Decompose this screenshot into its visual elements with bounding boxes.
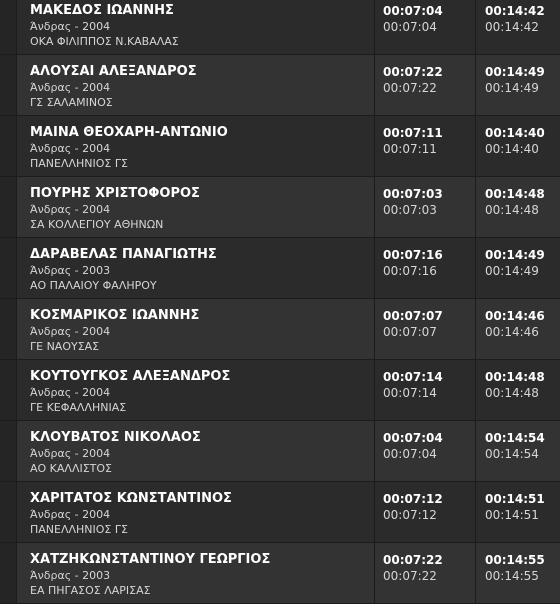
final-time-secondary: 00:14:49 (485, 81, 539, 95)
split-time-cell (375, 360, 476, 420)
final-time-secondary: 00:14:51 (485, 508, 539, 522)
final-time-primary: 00:14:42 (485, 4, 545, 18)
final-time-cell (476, 116, 560, 176)
athlete-cell (17, 55, 375, 115)
final-time-secondary: 00:14:48 (485, 203, 539, 217)
athlete-cell (17, 360, 375, 420)
split-time-primary: 00:07:22 (383, 553, 443, 567)
final-time-secondary: 00:14:46 (485, 325, 539, 339)
final-time-cell (476, 421, 560, 481)
table-row[interactable] (0, 177, 560, 238)
split-time-secondary: 00:07:07 (383, 325, 437, 339)
athlete-name[interactable]: ΧΑΤΖΗΚΩΝΣΤΑΝΤΙΝΟΥ ΓΕΩΡΓΙΟΣ (30, 552, 271, 567)
split-time-cell (375, 482, 476, 542)
athlete-name[interactable]: ΧΑΡΙΤΑΤΟΣ ΚΩΝΣΤΑΝΤΙΝΟΣ (30, 491, 232, 506)
final-time-primary: 00:14:46 (485, 309, 545, 323)
split-time-cell (375, 55, 476, 115)
athlete-name[interactable]: ΜΑΙΝΑ ΘΕΟΧΑΡΗ-ΑΝΤΩΝΙΟ (30, 125, 228, 140)
athlete-name[interactable]: ΚΛΟΥΒΑΤΟΣ ΝΙΚΟΛΑΟΣ (30, 430, 201, 445)
split-time-secondary: 00:07:11 (383, 142, 437, 156)
split-time-primary: 00:07:03 (383, 187, 443, 201)
split-time-cell (375, 177, 476, 237)
athlete-category: Άνδρας - 2004 (30, 325, 111, 338)
split-time-cell (375, 299, 476, 359)
split-time-primary: 00:07:04 (383, 431, 443, 445)
athlete-category: Άνδρας - 2004 (30, 142, 111, 155)
table-row[interactable] (0, 543, 560, 604)
split-time-cell (375, 116, 476, 176)
final-time-primary: 00:14:48 (485, 370, 545, 384)
athlete-cell (17, 0, 375, 54)
athlete-club: ΑΟ ΠΑΛΑΙΟΥ ΦΑΛΗΡΟΥ (30, 279, 157, 292)
final-time-primary: 00:14:51 (485, 492, 545, 506)
split-time-secondary: 00:07:22 (383, 569, 437, 583)
split-time-primary: 00:07:22 (383, 65, 443, 79)
athlete-category: Άνδρας - 2004 (30, 508, 111, 521)
split-time-cell (375, 0, 476, 54)
split-time-primary: 00:07:11 (383, 126, 443, 140)
athlete-name[interactable]: ΚΟΥΤΟΥΓΚΟΣ ΑΛΕΞΑΝΔΡΟΣ (30, 369, 231, 384)
athlete-category: Άνδρας - 2003 (30, 569, 111, 582)
athlete-club: ΕΑ ΠΗΓΑΣΟΣ ΛΑΡΙΣΑΣ (30, 584, 151, 597)
athlete-cell (17, 421, 375, 481)
table-row[interactable] (0, 421, 560, 482)
table-row[interactable] (0, 482, 560, 543)
athlete-category: Άνδρας - 2004 (30, 203, 111, 216)
split-time-secondary: 00:07:12 (383, 508, 437, 522)
final-time-cell (476, 177, 560, 237)
split-time-cell (375, 543, 476, 603)
athlete-name[interactable]: ΠΟΥΡΗΣ ΧΡΙΣΤΟΦΟΡΟΣ (30, 186, 200, 201)
table-row[interactable] (0, 360, 560, 421)
athlete-category: Άνδρας - 2004 (30, 447, 111, 460)
final-time-cell (476, 55, 560, 115)
athlete-cell (17, 116, 375, 176)
split-time-secondary: 00:07:22 (383, 81, 437, 95)
row-marker (0, 421, 17, 481)
athlete-cell (17, 482, 375, 542)
row-marker (0, 177, 17, 237)
table-row[interactable] (0, 238, 560, 299)
final-time-primary: 00:14:49 (485, 65, 545, 79)
split-time-secondary: 00:07:04 (383, 20, 437, 34)
final-time-primary: 00:14:55 (485, 553, 545, 567)
split-time-primary: 00:07:04 (383, 4, 443, 18)
final-time-cell (476, 482, 560, 542)
final-time-secondary: 00:14:48 (485, 386, 539, 400)
athlete-name[interactable]: ΔΑΡΑΒΕΛΑΣ ΠΑΝΑΓΙΩΤΗΣ (30, 247, 217, 262)
final-time-secondary: 00:14:49 (485, 264, 539, 278)
athlete-name[interactable]: ΚΟΣΜΑΡΙΚΟΣ ΙΩΑΝΝΗΣ (30, 308, 200, 323)
table-row[interactable] (0, 55, 560, 116)
table-row[interactable] (0, 299, 560, 360)
final-time-secondary: 00:14:40 (485, 142, 539, 156)
athlete-club: ΓΕ ΝΑΟΥΣΑΣ (30, 340, 100, 353)
final-time-cell (476, 0, 560, 54)
athlete-club: ΓΣ ΣΑΛΑΜΙΝΟΣ (30, 96, 113, 109)
final-time-cell (476, 299, 560, 359)
split-time-cell (375, 238, 476, 298)
split-time-primary: 00:07:07 (383, 309, 443, 323)
final-time-secondary: 00:14:55 (485, 569, 539, 583)
athlete-category: Άνδρας - 2004 (30, 20, 111, 33)
final-time-cell (476, 360, 560, 420)
row-marker (0, 360, 17, 420)
athlete-category: Άνδρας - 2004 (30, 386, 111, 399)
table-row[interactable] (0, 0, 560, 55)
split-time-cell (375, 421, 476, 481)
split-time-secondary: 00:07:03 (383, 203, 437, 217)
athlete-club: ΟΚΑ ΦΙΛΙΠΠΟΣ Ν.ΚΑΒΑΛΑΣ (30, 35, 179, 48)
athlete-category: Άνδρας - 2003 (30, 264, 111, 277)
final-time-secondary: 00:14:42 (485, 20, 539, 34)
row-marker (0, 0, 17, 54)
row-marker (0, 238, 17, 298)
final-time-primary: 00:14:40 (485, 126, 545, 140)
final-time-primary: 00:14:49 (485, 248, 545, 262)
final-time-cell (476, 543, 560, 603)
row-marker (0, 299, 17, 359)
athlete-cell (17, 238, 375, 298)
row-marker (0, 543, 17, 603)
athlete-club: ΓΕ ΚΕΦΑΛΛΗΝΙΑΣ (30, 401, 127, 414)
athlete-name[interactable]: ΑΛΟΥΣΑΙ ΑΛΕΞΑΝΔΡΟΣ (30, 64, 197, 79)
athlete-cell (17, 543, 375, 603)
athlete-cell (17, 177, 375, 237)
final-time-primary: 00:14:54 (485, 431, 545, 445)
split-time-primary: 00:07:12 (383, 492, 443, 506)
row-marker (0, 482, 17, 542)
athlete-cell (17, 299, 375, 359)
final-time-secondary: 00:14:54 (485, 447, 539, 461)
final-time-primary: 00:14:48 (485, 187, 545, 201)
row-marker (0, 116, 17, 176)
final-time-cell (476, 238, 560, 298)
split-time-primary: 00:07:14 (383, 370, 443, 384)
table-row[interactable] (0, 116, 560, 177)
split-time-secondary: 00:07:04 (383, 447, 437, 461)
athlete-club: ΠΑΝΕΛΛΗΝΙΟΣ ΓΣ (30, 523, 128, 536)
athlete-club: ΠΑΝΕΛΛΗΝΙΟΣ ΓΣ (30, 157, 128, 170)
athlete-name[interactable]: ΜΑΚΕΔΟΣ ΙΩΑΝΝΗΣ (30, 3, 174, 18)
split-time-primary: 00:07:16 (383, 248, 443, 262)
row-marker (0, 55, 17, 115)
split-time-secondary: 00:07:14 (383, 386, 437, 400)
athlete-category: Άνδρας - 2004 (30, 81, 111, 94)
split-time-secondary: 00:07:16 (383, 264, 437, 278)
athlete-club: ΑΟ ΚΑΛΛΙΣΤΟΣ (30, 462, 112, 475)
athlete-club: ΣΑ ΚΟΛΛΕΓΙΟΥ ΑΘΗΝΩΝ (30, 218, 164, 231)
